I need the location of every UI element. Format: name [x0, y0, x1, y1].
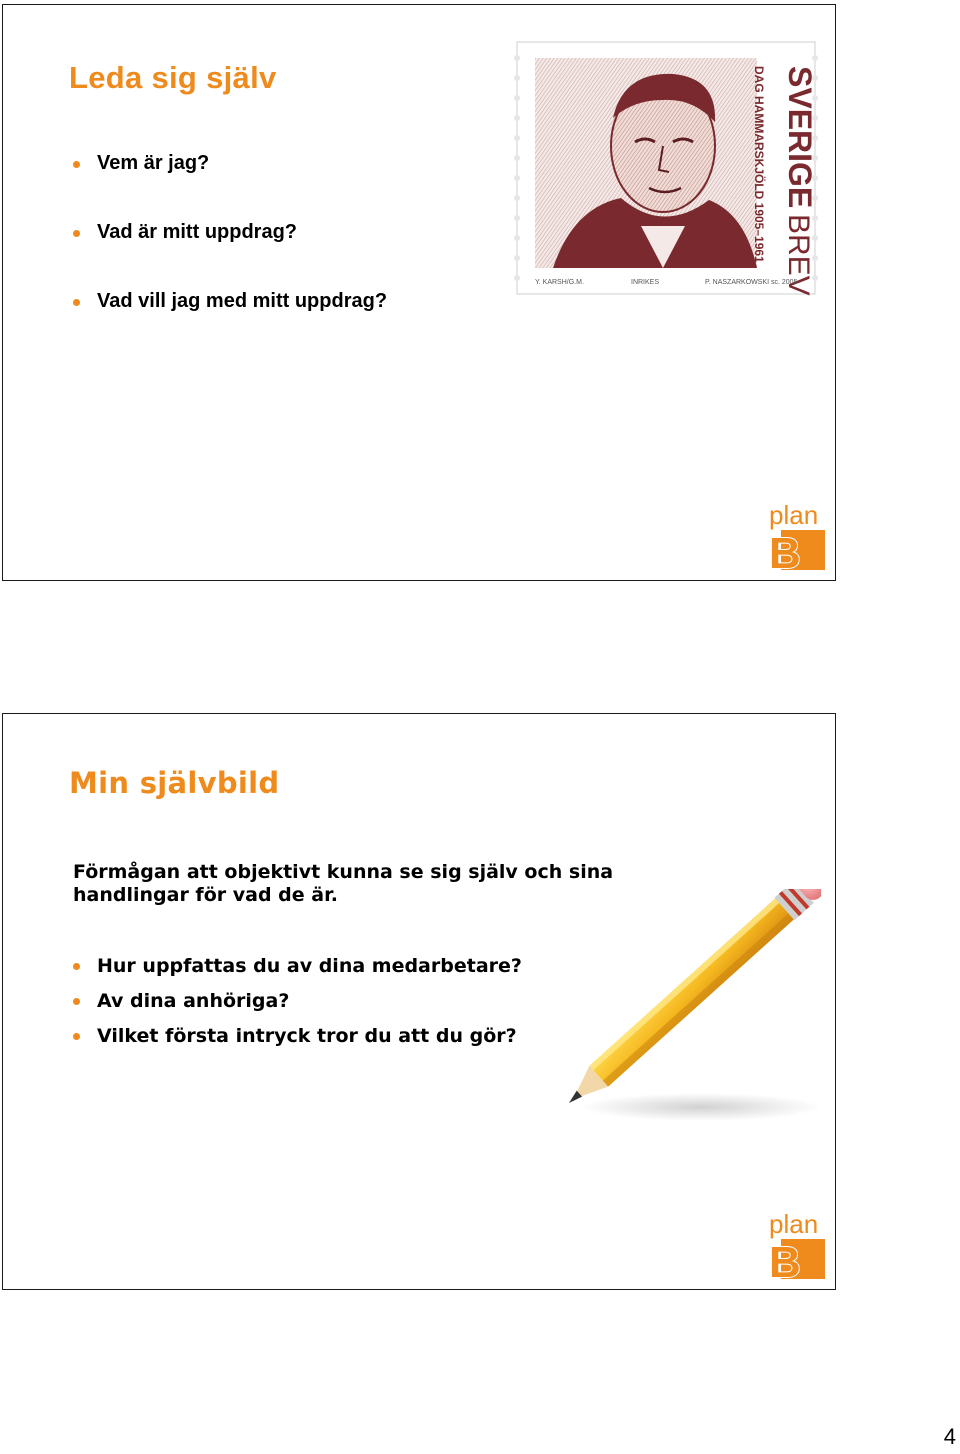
page-number: 4: [943, 1424, 956, 1449]
bullet-item: Av dina anhöriga?: [71, 990, 522, 1025]
intro-text: Förmågan att objektivt kunna se sig själv och sina handlingar för vad de är.: [73, 861, 614, 906]
bullet-item: Hur uppfattas du av dina medarbetare?: [71, 955, 522, 990]
plan-b-logo: [769, 500, 827, 572]
bullet-item: Vad vill jag med mitt uppdrag?: [71, 290, 387, 359]
logo-text: plan: [769, 1209, 819, 1239]
logo-letter: B: [769, 1238, 801, 1281]
stamp-credit-center: INRIKES: [631, 279, 660, 286]
slide-title: Min självbild: [69, 766, 280, 800]
bullet-list: [71, 152, 387, 359]
bullet-item: Vem är jag?: [71, 152, 387, 221]
bullet-item: Vilket första intryck tror du att du gör?: [71, 1025, 522, 1060]
slide-2: [2, 713, 836, 1290]
bullet-list: [71, 955, 522, 1060]
slide-title: Leda sig själv: [69, 60, 277, 95]
slide-1: [2, 4, 836, 581]
plan-b-logo: [769, 1209, 827, 1281]
stamp-type: BREV: [782, 214, 815, 296]
logo-text: plan: [769, 500, 819, 530]
stamp-credit-left: Y. KARSH/G.M.: [535, 279, 584, 286]
stamp-country: SVERIGE: [782, 66, 818, 209]
bullet-item: Vad är mitt uppdrag?: [71, 221, 387, 290]
portrait-stamp-image: [513, 38, 819, 298]
pencil-image: [551, 889, 821, 1129]
logo-letter: B: [769, 529, 801, 572]
stamp-name: DAG HAMMARSKJÖLD 1905–1961: [752, 66, 766, 263]
stamp-credit-right: P. NASZARKOWSKI sc. 2005: [705, 279, 798, 286]
